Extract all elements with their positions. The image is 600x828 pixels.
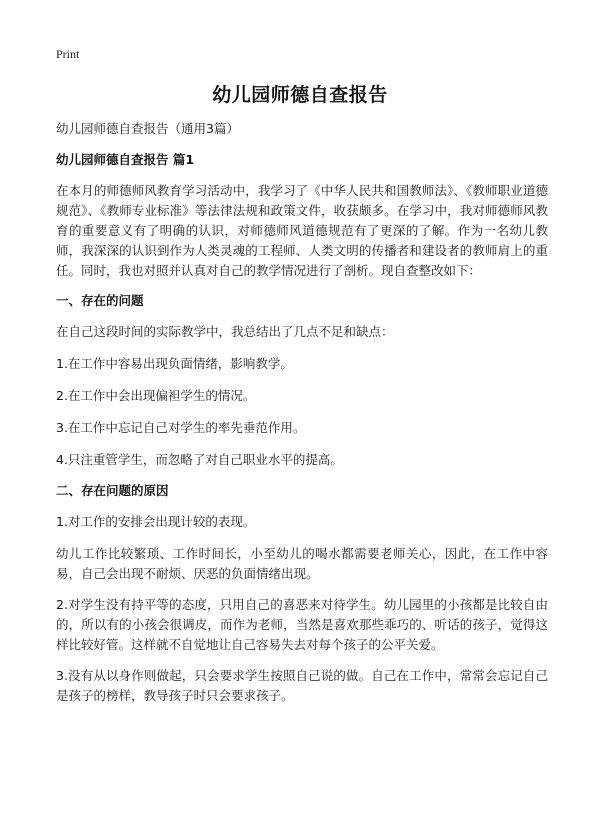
problem-item: 1.在工作中容易出现负面情绪，影响教学。 <box>56 356 293 371</box>
heading-causes: 二、存在问题的原因 <box>56 483 169 498</box>
heading-problems: 一、存在的问题 <box>56 293 144 308</box>
section-title: 幼儿园师德自查报告 篇1 <box>56 152 195 167</box>
document-title: 幼儿园师德自查报告 <box>212 84 388 106</box>
document-subtitle: 幼儿园师德自查报告（通用3篇） <box>56 121 239 136</box>
print-link[interactable]: Print <box>56 47 80 61</box>
intro-paragraph: 在本月的师德师风教育学习活动中，我学习了《中华人民共和国教师法》、《教师职业道德规范》、《教师专业标准》等法律法规和政策文件，收获颇多。在学习中，我对师德师风教育的重要意义有了明确的认识，对师德师风道德规范有了更深的了解。作为一名幼儿教师，我深深的认识到作为人类灵魂的工程师、人类文明的传播者和建设者的教师肩上的重任。同时，我也对照并认真对自己的教学情况进行了剖析。现自查整改如下： <box>56 183 548 278</box>
problem-item: 2.在工作中会出现偏袒学生的情况。 <box>56 388 256 403</box>
cause-item: 2.对学生没有持平等的态度，只用自己的喜恶来对待学生。幼儿园里的小孩都是比较自由的，所以有的小孩会很调皮，而作为老师，当然是喜欢那些乖巧的、听话的孩子，觉得这样比较好管。这样就不自觉地让自己容易失去对每个孩子的公平关爱。 <box>56 597 548 652</box>
cause-item: 1.对工作的安排会出现计较的表现。 <box>56 514 256 529</box>
problem-item: 3.在工作中忘记自己对学生的率先垂范作用。 <box>56 420 306 435</box>
problem-item: 4.只注重管学生，而忽略了对自己职业水平的提高。 <box>56 452 343 467</box>
cause-item: 3.没有从以身作则做起，只会要求学生按照自己说的做。自己在工作中，常常会忘记自己是孩子的榜样，教导孩子时只会要求孩子。 <box>56 668 548 703</box>
document-body <box>56 120 548 717</box>
problems-intro: 在自己这段时间的实际教学中，我总结出了几点不足和缺点： <box>56 324 394 339</box>
cause-detail: 幼儿工作比较繁琐、工作时间长，小至幼儿的喝水都需要老师关心，因此，在工作中容易，自己会出现不耐烦、厌恶的负面情绪出现。 <box>56 546 548 581</box>
